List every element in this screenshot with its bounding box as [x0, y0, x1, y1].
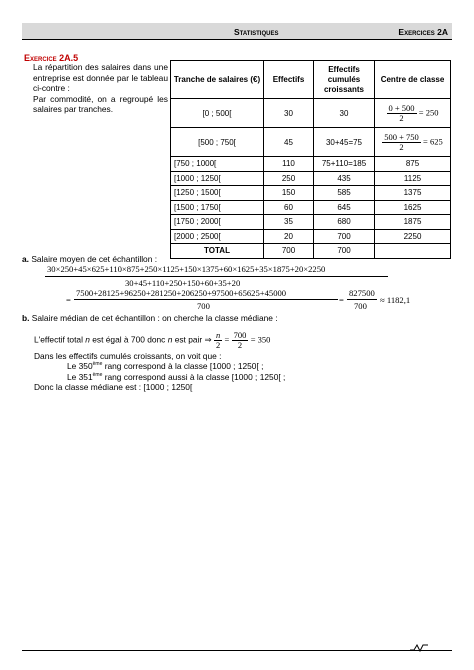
- cell-cumul: 30+45=75: [314, 128, 375, 157]
- cell-tranche: [750 ; 1000[: [171, 157, 264, 172]
- page-header: [22, 23, 452, 40]
- cell-effectif: 35: [264, 215, 314, 230]
- table-row: [171, 157, 451, 172]
- cell-tranche: [1500 ; 1750[: [171, 200, 264, 215]
- fraction-denominator: 2: [399, 112, 404, 123]
- median-n-var-2: n: [167, 334, 173, 345]
- header-left: Statistiques: [234, 27, 279, 37]
- equals-symbol: =: [224, 334, 230, 345]
- median-n-var: n: [85, 334, 90, 345]
- table-row: [171, 215, 451, 230]
- header-right: Exercices 2A: [398, 27, 448, 37]
- header-tranche: Tranche de salaires (€): [171, 61, 264, 99]
- median-text-a: L'effectif total: [34, 334, 83, 345]
- mean-fraction-bar: [45, 276, 388, 277]
- salary-table: [170, 60, 451, 259]
- median-line-4: [67, 372, 285, 382]
- rank-351: Le 351: [67, 372, 93, 382]
- cell-centre: 1625: [375, 200, 451, 215]
- cell-centre: 1875: [375, 215, 451, 230]
- cell-centre: [375, 99, 451, 128]
- fraction-denominator: 2: [237, 340, 243, 350]
- median-text-c: est pair: [174, 334, 203, 345]
- implies-symbol: ⇒: [204, 334, 212, 345]
- header-cumules: Effectifs cumulés croissants: [314, 61, 375, 99]
- mean-equals-1: =: [66, 295, 71, 305]
- cell-effectif: 60: [264, 200, 314, 215]
- median-line-2: Dans les effectifs cumulés croissants, on voit que :: [34, 351, 222, 361]
- rank-suffix: ème: [92, 361, 103, 368]
- intro-paragraph-1: La répartition des salaires dans une entreprise est donnée par le tableau ci-contre :: [33, 62, 168, 93]
- cell-centre: 875: [375, 157, 451, 172]
- cell-cumul: 585: [314, 186, 375, 201]
- rank-suffix: ème: [92, 372, 103, 379]
- fraction-numerator: 700: [233, 330, 247, 340]
- cell-effectif: 150: [264, 186, 314, 201]
- mean-sum-bar: [74, 299, 338, 300]
- part-b-heading: [22, 313, 278, 323]
- fraction-numerator: 0 + 500: [388, 102, 415, 113]
- part-b-letter: b.: [22, 313, 30, 323]
- median-line-1: [34, 331, 270, 350]
- table-total-row: [171, 244, 451, 259]
- centre-value: = 625: [423, 136, 443, 147]
- fraction-denominator: 2: [215, 340, 221, 350]
- cell-tranche: [1250 ; 1500[: [171, 186, 264, 201]
- fraction-numerator: n: [215, 330, 221, 340]
- table-row: [171, 229, 451, 244]
- part-a-letter: a.: [22, 254, 29, 264]
- cell-centre: 1375: [375, 186, 451, 201]
- mean-total-numerator: 827500: [349, 288, 375, 298]
- rank-350-text: rang correspond à la classe [1000 ; 1250[ ;: [104, 361, 264, 371]
- table-row: [171, 128, 451, 157]
- centre-fraction: [387, 104, 417, 123]
- exercise-title: Exercice 2A.5: [24, 53, 79, 63]
- cell-cumul: 30: [314, 99, 375, 128]
- cell-effectif: 110: [264, 157, 314, 172]
- mean-sum-denominator: 700: [197, 301, 210, 311]
- cell-tranche: [1750 ; 2000[: [171, 215, 264, 230]
- cell-total-effectif: 700: [264, 244, 314, 259]
- mean-numerator: 30×250+45×625+110×875+250×1125+150×1375+60×1625+35×1875+20×2250: [47, 264, 326, 274]
- cell-tranche: [0 ; 500[: [171, 99, 264, 128]
- table-header-row: [171, 61, 451, 99]
- rank-350: Le 350: [67, 361, 93, 371]
- cell-effectif: 30: [264, 99, 314, 128]
- cell-effectif: 45: [264, 128, 314, 157]
- cell-total-empty: [375, 244, 451, 259]
- cell-cumul: 700: [314, 229, 375, 244]
- cell-tranche: [500 ; 750[: [171, 128, 264, 157]
- part-b-text: Salaire médian de cet échantillon : on cherche la classe médiane :: [31, 313, 278, 323]
- cell-tranche: [1000 ; 1250[: [171, 171, 264, 186]
- median-rank-result: = 350: [250, 334, 271, 345]
- header-effectifs: Effectifs: [264, 61, 314, 99]
- footer-zigzag-icon: [410, 644, 428, 652]
- footer-rule: [22, 650, 452, 651]
- fraction-numerator: 500 + 750: [384, 131, 419, 142]
- n-over-2-fraction: [214, 331, 222, 350]
- intro-paragraph-2: Par commodité, on a regroupé les salaires par tranches.: [33, 93, 168, 114]
- cell-tranche: [2000 ; 2500[: [171, 229, 264, 244]
- fraction-denominator: 2: [399, 141, 404, 152]
- mean-result: ≈ 1182,1: [380, 295, 411, 305]
- median-line-3: [67, 361, 263, 371]
- cell-centre: 2250: [375, 229, 451, 244]
- cell-centre: [375, 128, 451, 157]
- median-text-b: est égal à 700 donc: [92, 334, 166, 345]
- part-a-text: Salaire moyen de cet échantillon :: [31, 254, 158, 264]
- cell-effectif: 250: [264, 171, 314, 186]
- cell-effectif: 20: [264, 229, 314, 244]
- cell-cumul: 680: [314, 215, 375, 230]
- header-centre: Centre de classe: [375, 61, 451, 99]
- 700-over-2-fraction: [232, 331, 249, 350]
- mean-total-denominator: 700: [354, 301, 367, 311]
- cell-cumul: 435: [314, 171, 375, 186]
- mean-sum-numerator: 7500+28125+96250+281250+206250+97500+65625+45000: [76, 288, 287, 298]
- table-row: [171, 186, 451, 201]
- rank-351-text: rang correspond aussi à la classe [1000 ; 1250[ ;: [104, 372, 286, 382]
- table-row: [171, 99, 451, 128]
- cell-cumul: 645: [314, 200, 375, 215]
- cell-total-label: TOTAL: [171, 244, 264, 259]
- cell-total-cumul: 700: [314, 244, 375, 259]
- centre-value: = 250: [418, 107, 439, 118]
- cell-centre: 1125: [375, 171, 451, 186]
- cell-cumul: 75+110=185: [314, 157, 375, 172]
- exercise-intro: [33, 62, 168, 115]
- table-row: [171, 200, 451, 215]
- mean-denominator: 30+45+110+250+150+60+35+20: [125, 278, 241, 288]
- part-a-heading: [22, 254, 157, 264]
- mean-equals-2: =: [339, 295, 344, 305]
- median-conclusion: Donc la classe médiane est : [1000 ; 1250[: [34, 382, 193, 392]
- mean-total-bar: [347, 299, 377, 300]
- centre-fraction: [382, 133, 421, 152]
- table-row: [171, 171, 451, 186]
